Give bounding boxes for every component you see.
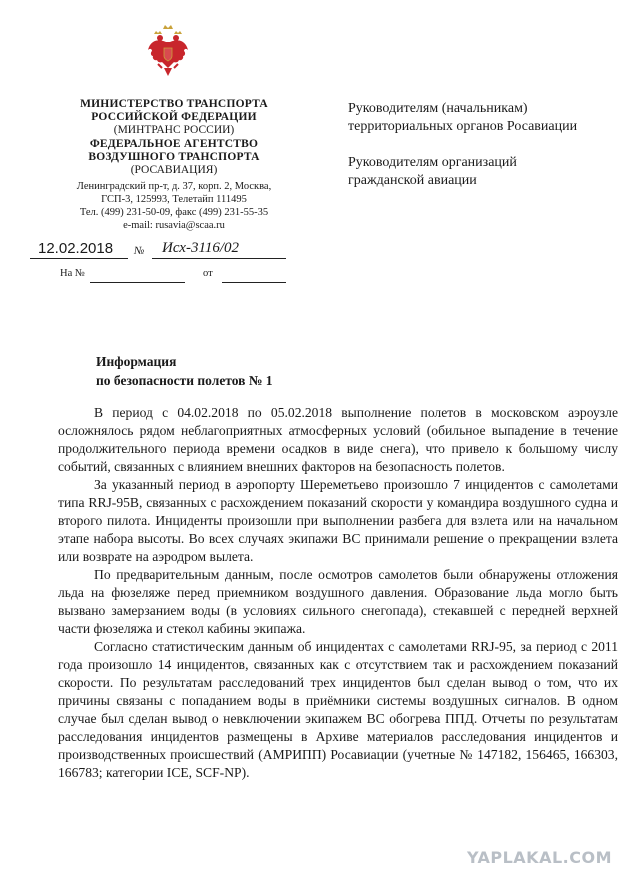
- body-paragraph: В период с 04.02.2018 по 05.02.2018 выполнение полетов в московском аэроузле осложнялось рядом неблагоприятных атмосферных условий (обильное выпадение в течение продолжительного периода времени осадков в виде снега), что привело к большому числу событий, связанных с влиянием внешних факторов на безопасность полетов.: [58, 405, 618, 474]
- reference-date-label: от: [203, 268, 213, 279]
- body-paragraph: По предварительным данным, после осмотров самолетов были обнаружены отложения льда на фюзеляже перед приемником воздушного давления. Образование льда могло быть вызвано замерзанием воды (в условиях сильного снегопада), стекавшей с передней верхней части фюзеляжа и стекол кабины экипажа.: [58, 567, 618, 636]
- ministry-name-line2: РОССИЙСКОЙ ФЕДЕРАЦИИ: [91, 111, 257, 123]
- contact-block: [54, 180, 294, 232]
- document-title: [96, 352, 273, 390]
- agency-short-name: (РОСАВИАЦИЯ): [130, 164, 218, 176]
- document-body: [58, 404, 618, 782]
- email-line: e-mail: rusavia@scaa.ru: [123, 220, 225, 231]
- number-sign: №: [134, 245, 145, 257]
- address-line1: Ленинградский пр-т, д. 37, корп. 2, Москва,: [76, 181, 272, 192]
- ministry-name-line1: МИНИСТЕРСТВО ТРАНСПОРТА: [80, 98, 268, 110]
- body-paragraph: За указанный период в аэропорту Шереметьево произошло 7 инцидентов с самолетами типа RRJ-95B, связанных с расхождением показаний скорости у командира воздушного судна и второго пилота. Инциденты произошли при выполнении разбега для взлета или на начальном этапе набора высоты. Во всех случаях экипажи ВС принимали решение о прекращении взлета или возврате на аэродром вылета.: [58, 477, 618, 564]
- ministry-block: [54, 98, 294, 137]
- registration-number: Исх-3116/02: [162, 240, 239, 256]
- addressee-line: Руководителям организаций: [348, 155, 517, 170]
- agency-name-line2: ВОЗДУШНОГО ТРАНСПОРТА: [88, 151, 260, 163]
- reference-number-underline: [90, 282, 185, 283]
- agency-block: [54, 138, 294, 177]
- addressee-territorial: [348, 100, 638, 136]
- date-underline: [30, 258, 128, 259]
- ministry-short-name: (МИНТРАНС РОССИИ): [113, 124, 235, 136]
- title-line1: Информация: [96, 354, 177, 369]
- body-paragraph: Согласно статистическим данным об инцидентах с самолетами RRJ-95, за период с 2011 года произошло 14 инцидентов, связанных как с отсутствием так и расхождением показаний скорости. По результатам расследований трех инцидентов был сделан вывод о том, что их причины связаны с попаданием воды в приёмники системы воздушных сигналов. В одном случае был сделан вывод о невключении экипажем ВС обогрева ППД. Отчеты по результатам расследования инцидентов размещены в Архиве материалов расследования инцидентов и производственных происшествий (АМРИПП) Росавиации (учетные № 147182, 156465, 166303, 166783; категории ICE, SCF-NP).: [58, 639, 618, 780]
- addressee-line: территориальных органов Росавиации: [348, 119, 578, 134]
- addressee-line: гражданской авиации: [348, 173, 477, 188]
- reference-number-label: На №: [60, 268, 85, 279]
- address-line2: ГСП-3, 125993, Телетайп 111495: [101, 194, 247, 205]
- registration-date: 12.02.2018: [38, 240, 114, 257]
- title-line2: по безопасности полетов № 1: [96, 373, 273, 388]
- addressee-line: Руководителям (начальникам): [348, 101, 528, 116]
- number-underline: [152, 258, 286, 259]
- site-watermark: YAPLAKAL.COM: [466, 848, 612, 867]
- reference-date-underline: [222, 282, 286, 283]
- addressee-organizations: [348, 154, 638, 190]
- agency-name-line1: ФЕДЕРАЛЬНОЕ АГЕНТСТВО: [89, 138, 259, 150]
- coat-of-arms-icon: [146, 24, 190, 78]
- phone-line: Тел. (499) 231-50-09, факс (499) 231-55-35: [79, 207, 269, 218]
